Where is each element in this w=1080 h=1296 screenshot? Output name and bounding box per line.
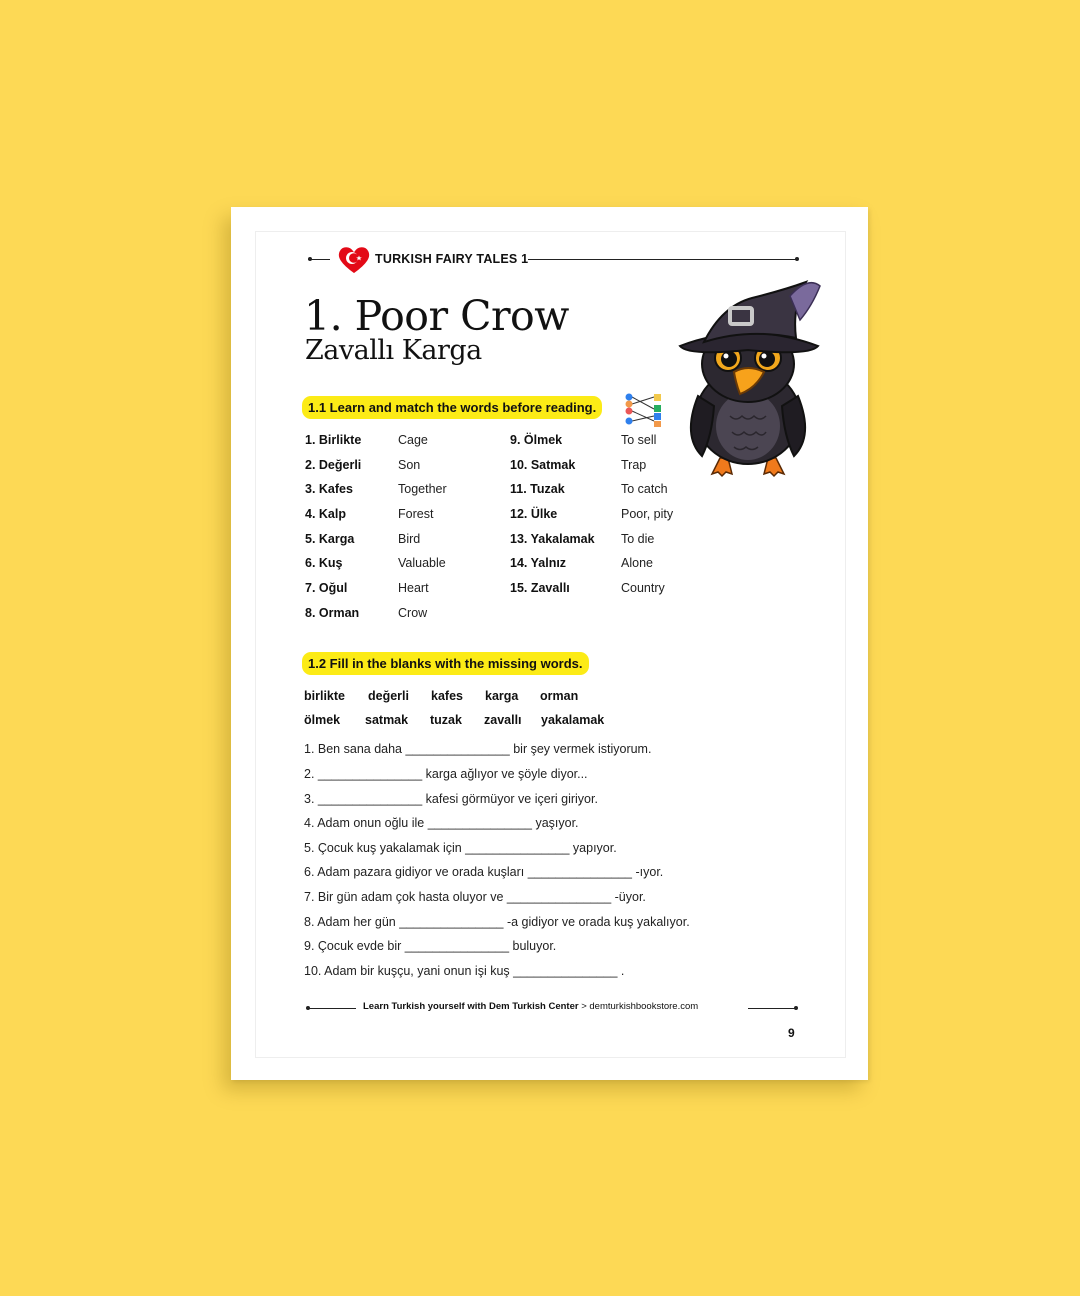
vocab-term: 3. Kafes [305,482,353,496]
footer-rule-left [308,1008,356,1009]
footer-dot-right [794,1006,798,1010]
vocab-meaning: To catch [621,482,668,496]
sentence-item: 5. Çocuk kuş yakalamak için _______________ yapıyor. [304,841,617,855]
sentence-item: 7. Bir gün adam çok hasta oluyor ve _______________ -üyor. [304,890,646,904]
header-dot-right [795,257,799,261]
word-bank-item: kafes [431,689,463,703]
header-rule-left [308,259,330,260]
vocab-meaning: Alone [621,556,653,570]
word-bank-item: zavallı [484,713,522,727]
vocab-meaning: Trap [621,458,647,472]
vocab-meaning: Country [621,581,665,595]
sentence-item: 10. Adam bir kuşçu, yani onun işi kuş _______________ . [304,964,625,978]
vocab-meaning: Valuable [398,556,446,570]
vocab-meaning: Son [398,458,421,472]
sentence-item: 2. _______________ karga ağlıyor ve şöyle diyor... [304,767,588,781]
word-bank-item: yakalamak [541,713,605,727]
word-bank-item: ölmek [304,713,341,727]
section2-heading: 1.2 Fill in the blanks with the missing words. [302,652,589,675]
word-bank-item: karga [485,689,519,703]
vocab-term: 15. Zavallı [510,581,570,595]
vocab-meaning: Together [398,482,447,496]
vocab-term: 7. Oğul [305,581,348,595]
vocab-term: 11. Tuzak [510,482,565,496]
word-bank-item: değerli [368,689,409,703]
footer-rule-right [748,1008,796,1009]
sentence-item: 4. Adam onun oğlu ile _______________ yaşıyor. [304,816,579,830]
page-footer [306,1000,798,1018]
vocab-term: 12. Ülke [510,507,558,521]
matching-game-icon [624,392,664,428]
series-header [308,246,798,274]
sentence-item: 1. Ben sana daha _______________ bir şey vermek istiyorum. [304,742,652,756]
vocab-meaning: To sell [621,433,657,447]
vocab-term: 14. Yalnız [510,556,567,570]
sentence-item: 9. Çocuk evde bir _______________ buluyor. [304,939,557,953]
vocab-term: 13. Yakalamak [510,532,595,546]
story-title: 1. Poor Crow [304,292,569,340]
footer-link[interactable]: > demturkishbookstore.com [581,1001,699,1012]
word-bank-item: birlikte [304,689,345,703]
section1-heading: 1.1 Learn and match the words before reading. [302,396,602,419]
vocab-term: 2. Değerli [305,458,362,472]
vocab-meaning: Cage [398,433,428,447]
vocab-meaning: To die [621,532,655,546]
crow-wizard-illustration [672,276,826,486]
vocab-term: 8. Orman [305,606,360,620]
series-title: TURKISH FAIRY TALES 1 [375,252,529,266]
word-bank-item: tuzak [430,713,462,727]
vocab-term: 4. Kalp [305,507,346,521]
word-bank-item: orman [540,689,579,703]
vocab-meaning: Bird [398,532,421,546]
vocab-meaning: Poor, pity [621,507,674,521]
vocab-term: 10. Satmak [510,458,576,472]
vocab-term: 1. Birlikte [305,433,362,447]
vocab-term: 9. Ölmek [510,433,563,447]
vocab-term: 6. Kuş [305,556,343,570]
footer-text [363,1001,698,1012]
sentence-item: 8. Adam her gün _______________ -a gidiyor ve orada kuş yakalıyor. [304,915,690,929]
sentence-item: 6. Adam pazara gidiyor ve orada kuşları _______________ -ıyor. [304,865,664,879]
page-number: 9 [788,1026,795,1040]
vocab-meaning: Forest [398,507,434,521]
footer-bold-text: Learn Turkish yourself with Dem Turkish Center [363,1001,579,1012]
word-bank-item: satmak [365,713,409,727]
header-rule-right [528,259,798,260]
vocab-meaning: Heart [398,581,429,595]
vocab-term: 5. Karga [305,532,355,546]
sentence-item: 3. _______________ kafesi görmüyor ve içeri giriyor. [304,792,598,806]
turkish-flag-heart-icon [336,244,372,276]
vocab-meaning: Crow [398,606,428,620]
story-subtitle: Zavallı Karga [305,335,482,366]
